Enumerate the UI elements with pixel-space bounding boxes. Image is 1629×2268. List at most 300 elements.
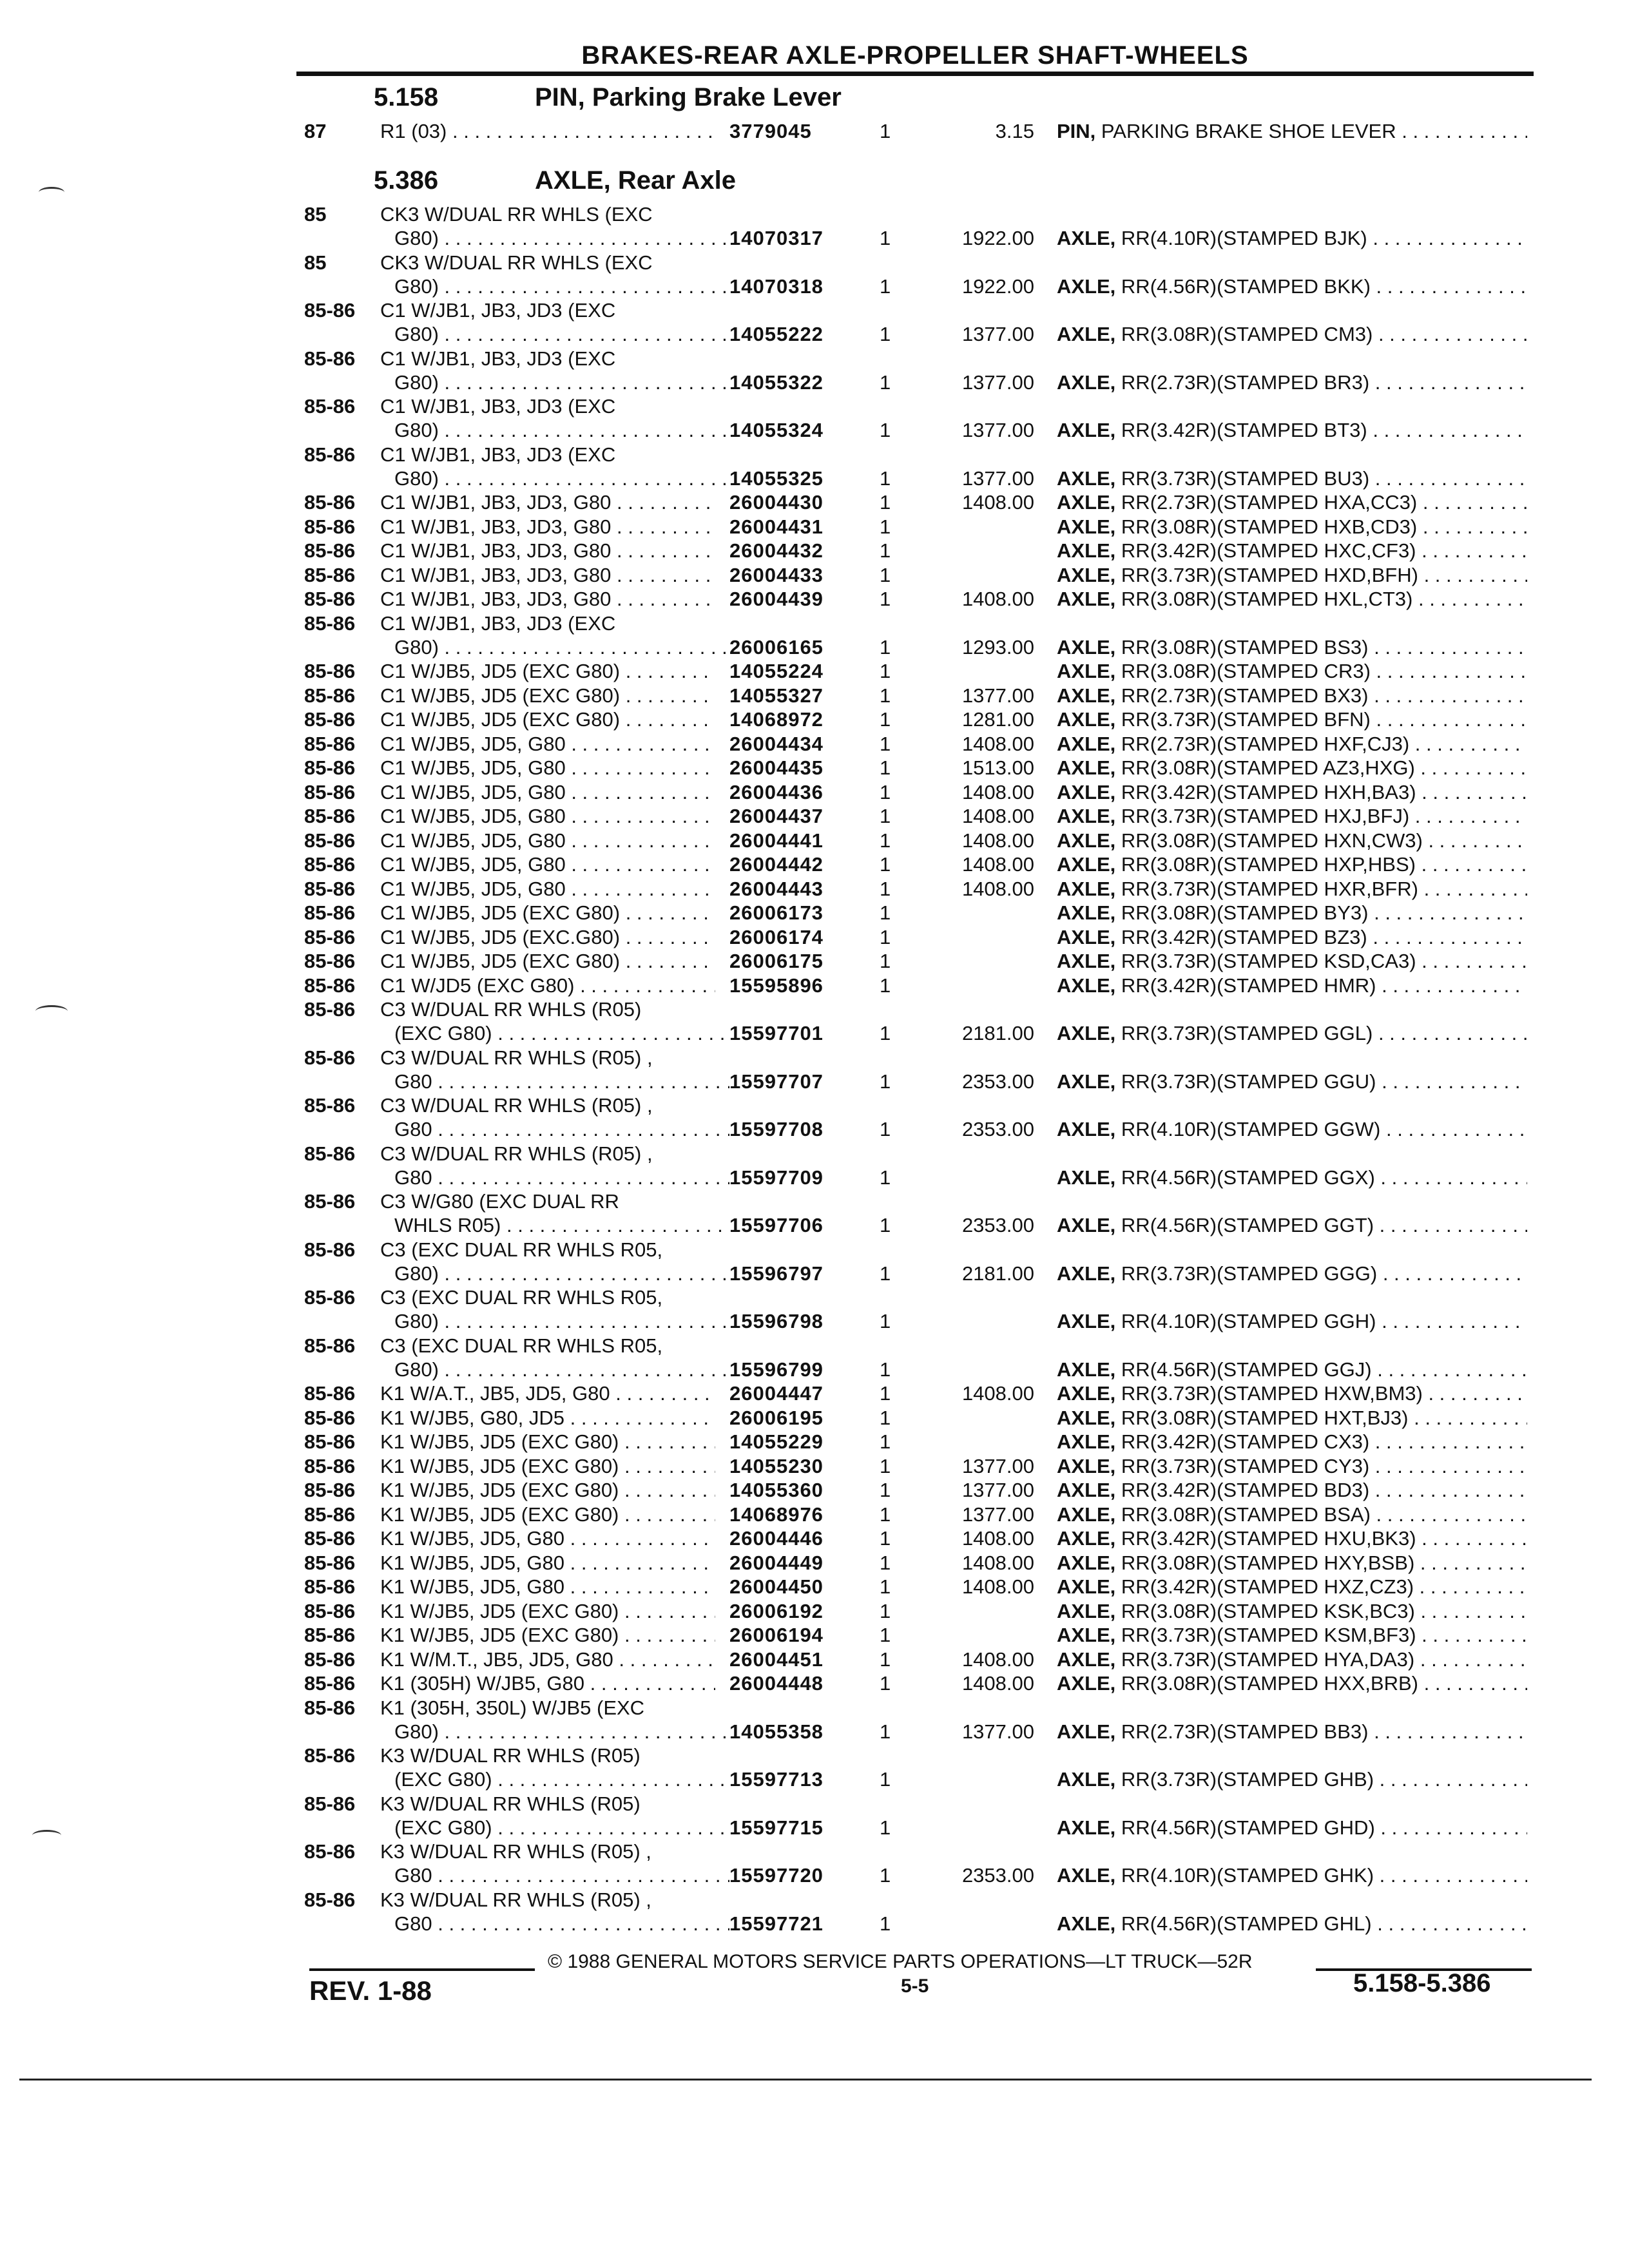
model-year: 85-86 (304, 299, 356, 322)
model-description: K3 W/DUAL RR WHLS (R05) , (380, 1840, 651, 1863)
footer-rule-left (309, 1968, 535, 1971)
model-description: K1 W/A.T., JB5, JD5, G80 . . . (380, 1381, 715, 1405)
part-description (1057, 1575, 1527, 1599)
entry-line (0, 997, 1629, 1021)
model-year: 85-86 (304, 1142, 356, 1165)
entry-line (0, 394, 1629, 418)
part-description (1057, 1021, 1527, 1045)
part-name: AXLE, (1057, 323, 1116, 345)
entry-line (0, 1454, 1629, 1478)
quantity: 1 (880, 1527, 891, 1550)
quantity: 1 (880, 370, 891, 394)
part-description (1057, 1648, 1527, 1671)
part-number: 14070318 (729, 274, 824, 298)
section-heading (374, 81, 842, 114)
part-description (1057, 1358, 1527, 1381)
part-description (1057, 563, 1527, 587)
model-description: C1 W/JB5, JD5 (EXC.G80) . . . (380, 925, 715, 949)
quantity: 1 (880, 853, 891, 876)
quantity: 1 (880, 660, 891, 682)
part-detail: RR(3.08R)(STAMPED CM3) . . . (1121, 323, 1527, 345)
entry-line (0, 659, 1629, 683)
model-year: 85-86 (304, 974, 356, 997)
part-name: AXLE, (1057, 1406, 1116, 1429)
entry-line (0, 1093, 1629, 1117)
model-description: C3 (EXC DUAL RR WHLS R05, (380, 1334, 663, 1357)
part-description (1057, 901, 1527, 925)
part-detail: RR(3.42R)(STAMPED BT3) . . . (1121, 419, 1527, 441)
part-number: 26004450 (729, 1575, 824, 1598)
model-year: 85-86 (304, 1744, 356, 1767)
part-name: AXLE, (1057, 635, 1116, 658)
part-name: AXLE, (1057, 419, 1116, 441)
entry-line (0, 1117, 1629, 1141)
model-description: G80) . . . (394, 1358, 729, 1381)
quantity: 1 (880, 588, 891, 610)
page-number: 5-5 (901, 1975, 929, 1997)
model-description: C1 W/JB5, JD5 (EXC G80) . . . (380, 901, 715, 925)
part-detail: RR(3.42R)(STAMPED HXZ,CZ3) . . . (1121, 1575, 1527, 1598)
part-description (1057, 1166, 1527, 1189)
part-detail: PARKING BRAKE SHOE LEVER . . . (1101, 120, 1527, 142)
price: 2353.00 (961, 1214, 1034, 1236)
quantity: 1 (880, 466, 891, 490)
entry-line (0, 1166, 1629, 1189)
quantity: 1 (880, 1599, 891, 1622)
entry-line (0, 251, 1629, 274)
model-year: 85-86 (304, 611, 356, 635)
model-description: C1 W/JB5, JD5, G80 . . . (380, 756, 715, 780)
part-detail: RR(4.56R)(STAMPED GHL) . . . (1121, 1912, 1527, 1935)
part-number: 26004432 (729, 539, 824, 562)
entry-line (0, 418, 1629, 442)
entry-line (0, 1792, 1629, 1816)
model-year: 85-86 (304, 756, 356, 779)
part-number: 15597701 (729, 1022, 824, 1044)
model-year: 85-86 (304, 925, 356, 948)
entry-line (0, 274, 1629, 298)
price: 1408.00 (961, 491, 1034, 514)
part-description (1057, 1671, 1527, 1695)
quantity: 1 (880, 635, 891, 658)
part-name: AXLE, (1057, 1527, 1116, 1550)
part-description (1057, 322, 1527, 346)
model-description: C1 W/JB1, JB3, JD3, G80 . . . (380, 539, 715, 562)
part-name: AXLE, (1057, 1310, 1116, 1332)
part-detail: RR(3.42R)(STAMPED HXU,BK3) . . . (1121, 1527, 1527, 1550)
model-year: 85-86 (304, 1382, 356, 1405)
model-description: CK3 W/DUAL RR WHLS (EXC (380, 251, 653, 274)
price: 1377.00 (961, 684, 1034, 707)
model-description: K1 W/JB5, G80, JD5 . . . (380, 1406, 715, 1430)
model-description: C1 W/JB5, JD5 (EXC G80) . . . (380, 684, 715, 707)
part-detail: RR(3.42R)(STAMPED HMR) . . . (1121, 974, 1527, 997)
part-description (1057, 1720, 1527, 1744)
price: 1408.00 (961, 1648, 1034, 1671)
model-description: C1 W/JB5, JD5, G80 . . . (380, 829, 715, 852)
model-year: 85 (304, 251, 327, 274)
part-number: 15597720 (729, 1864, 824, 1887)
part-detail: RR(2.73R)(STAMPED HXF,CJ3) . . . (1121, 733, 1527, 755)
model-year: 85-86 (304, 1430, 356, 1453)
part-description (1057, 418, 1527, 442)
entry-line (0, 1213, 1629, 1237)
part-detail: RR(3.42R)(STAMPED BZ3) . . . (1121, 926, 1527, 948)
entry-line (0, 1070, 1629, 1093)
part-detail: RR(3.73R)(STAMPED HXJ,BFJ) . . . (1121, 805, 1527, 827)
model-year: 85-86 (304, 1094, 356, 1117)
model-description: G80 . . . (394, 1166, 729, 1189)
part-number: 15596797 (729, 1262, 824, 1285)
entry-line (0, 756, 1629, 780)
part-description (1057, 370, 1527, 394)
part-detail: RR(3.73R)(STAMPED GHB) . . . (1121, 1768, 1527, 1791)
quantity: 1 (880, 732, 891, 755)
part-name: AXLE, (1057, 780, 1116, 803)
part-detail: RR(3.08R)(STAMPED HXN,CW3) . . . (1121, 829, 1527, 852)
part-name: AXLE, (1057, 1382, 1116, 1405)
model-description: (EXC G80) . . . (394, 1816, 729, 1840)
quantity: 1 (880, 1022, 891, 1044)
model-description: G80) . . . (394, 635, 729, 659)
part-detail: RR(3.73R)(STAMPED HXR,BFR) . . . (1121, 878, 1527, 900)
model-year: 85-86 (304, 1503, 356, 1526)
part-number: 15597709 (729, 1166, 824, 1189)
part-number: 14055224 (729, 660, 824, 682)
price: 1408.00 (961, 588, 1034, 610)
entry-line (0, 1503, 1629, 1526)
part-number: 14070317 (729, 227, 824, 249)
quantity: 1 (880, 1118, 891, 1140)
part-description (1057, 852, 1527, 876)
price: 1408.00 (961, 732, 1034, 755)
part-number: 14055230 (729, 1454, 824, 1477)
part-name: AXLE, (1057, 708, 1116, 731)
entry-line (0, 119, 1629, 143)
entry-line (0, 1671, 1629, 1695)
scan-mark (32, 1830, 61, 1841)
part-description (1057, 1381, 1527, 1405)
part-name: AXLE, (1057, 563, 1116, 586)
price: 1408.00 (961, 805, 1034, 827)
model-description: C3 W/DUAL RR WHLS (R05) , (380, 1046, 653, 1069)
model-description: K1 W/JB5, JD5 (EXC G80) . . . (380, 1478, 715, 1502)
section-number: 5.158 (374, 83, 439, 111)
part-detail: RR(3.73R)(STAMPED BFN) . . . (1121, 708, 1527, 731)
entry-line (0, 1381, 1629, 1405)
entry-line (0, 539, 1629, 562)
model-year: 85-86 (304, 563, 356, 586)
price: 1377.00 (961, 1479, 1034, 1501)
part-name: AXLE, (1057, 805, 1116, 827)
quantity: 1 (880, 491, 891, 514)
part-description (1057, 1767, 1527, 1791)
entry-line (0, 1863, 1629, 1887)
quantity: 1 (880, 1430, 891, 1453)
part-description (1057, 1623, 1527, 1647)
part-number: 26004436 (729, 780, 824, 803)
model-year: 85-86 (304, 853, 356, 876)
entry-line (0, 1430, 1629, 1454)
part-name: AXLE, (1057, 491, 1116, 514)
part-number: 15597707 (729, 1070, 824, 1093)
part-name: AXLE, (1057, 1214, 1116, 1236)
part-description (1057, 877, 1527, 901)
part-name: AXLE, (1057, 660, 1116, 682)
part-number: 26004451 (729, 1648, 824, 1671)
part-detail: RR(3.42R)(STAMPED CX3) . . . (1121, 1430, 1527, 1453)
model-description: K3 W/DUAL RR WHLS (R05) (380, 1744, 641, 1767)
price: 1377.00 (961, 323, 1034, 345)
part-name: AXLE, (1057, 1816, 1116, 1839)
model-description: G80 . . . (394, 1912, 729, 1936)
part-number: 14055324 (729, 419, 824, 441)
quantity: 1 (880, 708, 891, 731)
model-year: 85-86 (304, 1624, 356, 1646)
quantity: 1 (880, 1912, 891, 1935)
part-detail: RR(4.10R)(STAMPED BJK) . . . (1121, 227, 1527, 249)
model-description: G80) . . . (394, 370, 729, 394)
section-range: 5.158-5.386 (1353, 1969, 1491, 1997)
price: 1408.00 (961, 829, 1034, 852)
entry-line (0, 901, 1629, 925)
model-year: 85-86 (304, 708, 356, 731)
part-description (1057, 925, 1527, 949)
part-name: AXLE, (1057, 1599, 1116, 1622)
entry-line (0, 1744, 1629, 1767)
part-name: AXLE, (1057, 829, 1116, 852)
quantity: 1 (880, 419, 891, 441)
model-description: G80) . . . (394, 322, 729, 346)
part-detail: RR(3.08R)(STAMPED HXT,BJ3) . . . (1121, 1407, 1527, 1429)
price: 2181.00 (961, 1262, 1034, 1285)
part-name: AXLE, (1057, 853, 1116, 876)
part-name: AXLE, (1057, 370, 1116, 394)
part-number: 14055322 (729, 370, 824, 394)
part-description (1057, 1454, 1527, 1478)
part-description (1057, 756, 1527, 780)
entry-line (0, 1406, 1629, 1430)
price: 2181.00 (961, 1022, 1034, 1044)
model-description: C1 W/JB5, JD5, G80 . . . (380, 877, 715, 901)
part-detail: RR(3.73R)(STAMPED CY3) . . . (1121, 1455, 1527, 1477)
part-number: 15596798 (729, 1310, 824, 1332)
part-description (1057, 226, 1527, 250)
price: 1377.00 (961, 1720, 1034, 1743)
part-number: 26006175 (729, 950, 824, 972)
model-description: G80) . . . (394, 1262, 729, 1285)
model-year: 85-86 (304, 1599, 356, 1622)
quantity: 1 (880, 925, 891, 948)
part-detail: RR(3.08R)(STAMPED CR3) . . . (1121, 660, 1527, 682)
quantity: 1 (880, 1624, 891, 1646)
part-name: AXLE, (1057, 1864, 1116, 1887)
part-name: AXLE, (1057, 227, 1116, 249)
model-description: G80 . . . (394, 1863, 729, 1887)
part-description (1057, 1912, 1527, 1936)
part-number: 15597708 (729, 1118, 824, 1140)
part-name: AXLE, (1057, 974, 1116, 997)
quantity: 1 (880, 1310, 891, 1332)
quantity: 1 (880, 684, 891, 707)
part-name: AXLE, (1057, 732, 1116, 755)
part-description (1057, 1478, 1527, 1502)
model-year: 85-86 (304, 1792, 356, 1815)
entry-line (0, 1478, 1629, 1502)
part-name: AXLE, (1057, 1648, 1116, 1671)
part-number: 26004447 (729, 1382, 824, 1405)
quantity: 1 (880, 829, 891, 852)
part-number: 14055325 (729, 466, 824, 490)
entry-line (0, 1816, 1629, 1840)
quantity: 1 (880, 120, 891, 142)
quantity: 1 (880, 515, 891, 538)
part-name: AXLE, (1057, 1912, 1116, 1935)
entry-line (0, 587, 1629, 611)
part-number: 14055229 (729, 1430, 824, 1453)
model-year: 85-86 (304, 950, 356, 972)
model-description: (EXC G80) . . . (394, 1767, 729, 1791)
model-year: 85-86 (304, 539, 356, 562)
model-description: K1 W/JB5, JD5, G80 . . . (380, 1551, 715, 1575)
entry-line (0, 732, 1629, 756)
quantity: 1 (880, 274, 891, 298)
part-detail: RR(3.08R)(STAMPED BY3) . . . (1121, 901, 1527, 924)
price: 1408.00 (961, 853, 1034, 876)
part-detail: RR(4.56R)(STAMPED GGJ) . . . (1121, 1358, 1527, 1381)
model-year: 85-86 (304, 780, 356, 803)
model-description: (EXC G80) . . . (394, 1021, 729, 1045)
part-description (1057, 1070, 1527, 1093)
model-year: 85-86 (304, 1648, 356, 1671)
model-description: C3 W/G80 (EXC DUAL RR (380, 1190, 619, 1213)
entry-line (0, 515, 1629, 539)
part-name: AXLE, (1057, 466, 1116, 490)
part-number: 26004446 (729, 1527, 824, 1550)
model-description: C1 W/JB5, JD5 (EXC G80) . . . (380, 707, 715, 731)
model-year: 85-86 (304, 588, 356, 610)
quantity: 1 (880, 1214, 891, 1236)
model-year: 85-86 (304, 515, 356, 538)
part-name: AXLE, (1057, 1575, 1116, 1598)
price: 2353.00 (961, 1864, 1034, 1887)
part-name: AXLE, (1057, 1262, 1116, 1285)
model-description: C3 (EXC DUAL RR WHLS R05, (380, 1238, 663, 1261)
entry-line (0, 563, 1629, 587)
price: 1408.00 (961, 1527, 1034, 1550)
model-year: 85-86 (304, 1551, 356, 1574)
part-name: AXLE, (1057, 901, 1116, 924)
part-number: 14068972 (729, 708, 824, 731)
part-number: 26004431 (729, 515, 824, 538)
part-name: AXLE, (1057, 684, 1116, 707)
part-detail: RR(3.42R)(STAMPED HXC,CF3) . . . (1121, 539, 1527, 562)
model-description: C1 W/JB1, JB3, JD3 (EXC (380, 395, 616, 418)
model-description: C1 W/JB1, JB3, JD3, G80 . . . (380, 490, 715, 514)
part-detail: RR(4.10R)(STAMPED GHK) . . . (1121, 1864, 1527, 1887)
model-year: 85-86 (304, 660, 356, 682)
part-number: 26006165 (729, 635, 824, 658)
part-number: 26004433 (729, 563, 824, 586)
model-description: K1 W/JB5, JD5 (EXC G80) . . . (380, 1623, 715, 1647)
quantity: 1 (880, 1672, 891, 1695)
quantity: 1 (880, 1070, 891, 1093)
part-description (1057, 635, 1527, 659)
entry-line (0, 635, 1629, 659)
part-detail: RR(3.73R)(STAMPED HXD,BFH) . . . (1121, 564, 1527, 586)
quantity: 1 (880, 1166, 891, 1189)
part-name: AXLE, (1057, 515, 1116, 538)
part-number: 26006173 (729, 901, 824, 924)
quantity: 1 (880, 227, 891, 249)
part-description (1057, 780, 1527, 804)
revision-label: REV. 1-88 (309, 1975, 432, 2006)
part-name: AXLE, (1057, 274, 1116, 298)
model-year: 85-86 (304, 1527, 356, 1550)
part-number: 15595896 (729, 974, 824, 997)
entry-line (0, 226, 1629, 250)
part-name: AXLE, (1057, 950, 1116, 972)
section-number: 5.386 (374, 166, 439, 195)
part-number: 26006194 (729, 1624, 824, 1646)
price: 1377.00 (961, 466, 1034, 490)
entry-line (0, 1551, 1629, 1575)
price: 1408.00 (961, 1672, 1034, 1695)
entry-line (0, 949, 1629, 973)
price: 2353.00 (961, 1070, 1034, 1093)
entry-line (0, 804, 1629, 828)
entry-line (0, 780, 1629, 804)
entry-line (0, 443, 1629, 466)
part-number: 15596799 (729, 1358, 824, 1381)
entry-line (0, 1262, 1629, 1285)
model-description: G80 . . . (394, 1070, 729, 1093)
model-description: K1 W/JB5, JD5 (EXC G80) . . . (380, 1454, 715, 1478)
quantity: 1 (880, 1816, 891, 1839)
part-name: AXLE, (1057, 1503, 1116, 1526)
model-year: 85-86 (304, 1190, 356, 1213)
part-description (1057, 1526, 1527, 1550)
part-description (1057, 274, 1527, 298)
price: 1408.00 (961, 1551, 1034, 1574)
part-detail: RR(3.08R)(STAMPED BS3) . . . (1121, 636, 1527, 658)
part-number: 15597706 (729, 1214, 824, 1236)
part-description (1057, 1430, 1527, 1454)
entry-line (0, 1358, 1629, 1381)
entry-line (0, 1912, 1629, 1936)
entry-line (0, 1720, 1629, 1744)
model-description: G80) . . . (394, 466, 729, 490)
part-detail: RR(4.56R)(STAMPED GGT) . . . (1121, 1214, 1527, 1236)
part-name: AXLE, (1057, 925, 1116, 948)
model-year: 85-86 (304, 1840, 356, 1863)
price: 1408.00 (961, 780, 1034, 803)
model-description: C1 W/JB5, JD5, G80 . . . (380, 852, 715, 876)
quantity: 1 (880, 1648, 891, 1671)
part-detail: RR(3.08R)(STAMPED BSA) . . . (1121, 1503, 1527, 1526)
part-number: 14055327 (729, 684, 824, 707)
model-description: K3 W/DUAL RR WHLS (R05) (380, 1792, 641, 1815)
model-description: C3 W/DUAL RR WHLS (R05) , (380, 1142, 653, 1165)
model-year: 85-86 (304, 1454, 356, 1477)
model-description: G80) . . . (394, 226, 729, 250)
part-number: 14055358 (729, 1720, 824, 1743)
quantity: 1 (880, 805, 891, 827)
part-description (1057, 466, 1527, 490)
entry-line (0, 1696, 1629, 1720)
entry-line (0, 1285, 1629, 1309)
part-detail: RR(4.56R)(STAMPED BKK) . . . (1121, 275, 1527, 298)
